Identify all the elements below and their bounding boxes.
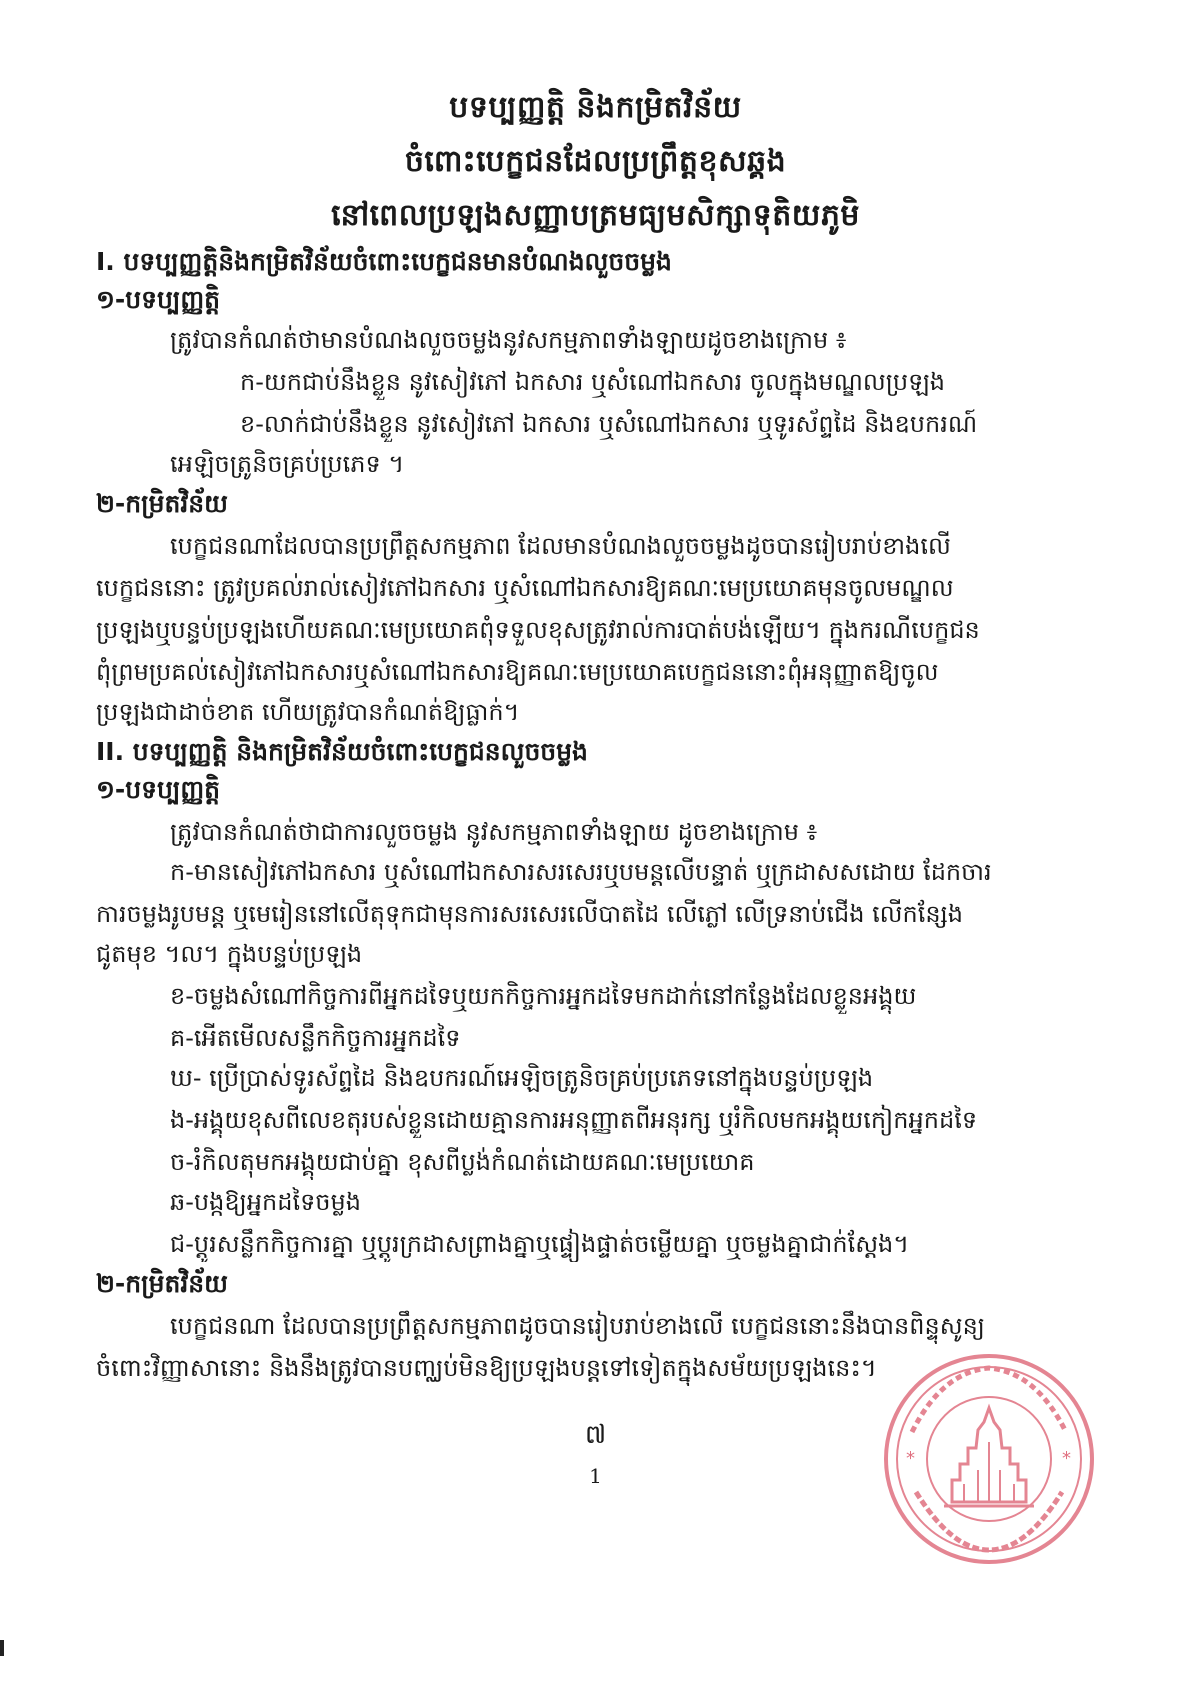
section-1-item-a: ក-យកជាប់នឹងខ្លួន នូវសៀវភៅ ឯកសារ ឬសំណៅឯកសារ ចូលក្នុងមណ្ឌលប្រឡង xyxy=(240,368,946,396)
khmer-page-mark: ៧ xyxy=(584,1420,607,1450)
section-2-list-item: ខ-ចម្លងសំណៅកិច្ចការពីអ្នកដទៃឬយកកិច្ចការអ្នកដទៃមកដាក់នៅកន្លែងដែលខ្លួនអង្គុយ xyxy=(170,982,917,1010)
section-1-discipline-line: ប្រឡងឬបន្ទប់ប្រឡងហើយគណៈមេប្រយោគពុំទទួលខុសត្រូវរាល់ការបាត់បង់ឡើយ។ ក្នុងករណីបេក្ខជន xyxy=(96,616,980,644)
section-1-item-b-line-1: ខ-លាក់ជាប់នឹងខ្លួន នូវសៀវភៅ ឯកសារ ឬសំណៅឯកសារ ឬទូរស័ព្ទដៃ និងឧបករណ៍ xyxy=(240,410,978,438)
page-number: 1 xyxy=(589,1464,602,1488)
scan-edge-mark xyxy=(0,1640,4,1656)
section-2-intro: ត្រូវបានកំណត់ថាជាការលួចចម្លង នូវសកម្មភាពទាំងឡាយ ដូចខាងក្រោម ៖ xyxy=(170,818,818,846)
section-1-discipline-line: ពុំព្រមប្រគល់សៀវភៅឯកសារឬសំណៅឯកសារឱ្យគណៈមេប្រយោគបេក្ខជននោះពុំអនុញ្ញាតឱ្យចូល xyxy=(96,658,939,686)
section-1-item-b-line-2: អេឡិចត្រូនិចគ្រប់ប្រភេទ ។ xyxy=(170,450,405,478)
section-2-list-item: ឆ-បង្កឱ្យអ្នកដទៃចម្លង xyxy=(170,1188,362,1216)
section-2-list-item: ជ-ប្តូរសន្លឹកកិច្ចការគ្នា ឬប្តូរក្រដាសព្រាងគ្នាឬផ្ទៀងផ្ទាត់ចម្លើយគ្នា ឬចម្លងគ្នាជាក់ស្តែង។ xyxy=(170,1230,910,1258)
document-title-line-1: បទប្បញ្ញត្តិ និងកម្រិតវិន័យ xyxy=(449,90,742,125)
section-2-list-item: គ-អើតមើលសន្លឹកកិច្ចការអ្នកដទៃ xyxy=(170,1024,461,1052)
document-title-line-2: ចំពោះបេក្ខជនដែលប្រព្រឹត្តខុសឆ្គង xyxy=(404,144,787,179)
section-2-list-item: ឃ- ប្រើប្រាស់ទូរស័ព្ទដៃ និងឧបករណ៍អេឡិចត្រូនិចគ្រប់ប្រភេទនៅក្នុងបន្ទប់ប្រឡង xyxy=(170,1064,874,1092)
section-2-item-a-line: ការចម្លងរូបមន្ត ឬមេរៀននៅលើតុទុកជាមុនការសរសេរលើបាតដៃ លើភ្លៅ លើទ្រនាប់ជើង លើកន្សែង xyxy=(96,900,963,928)
svg-text:*: * xyxy=(906,1448,915,1469)
document-title-line-3: នៅពេលប្រឡងសញ្ញាបត្រមធ្យមសិក្សាទុតិយភូមិ xyxy=(331,198,860,233)
section-1-discipline-line: បេក្ខជននោះ ត្រូវប្រគល់រាល់សៀវភៅឯកសារ ឬសំណៅឯកសារឱ្យគណៈមេប្រយោគមុនចូលមណ្ឌល xyxy=(96,574,954,602)
section-2-list-item: ង-អង្គុយខុសពីលេខតុរបស់ខ្លួនដោយគ្មានការអនុញ្ញាតពីអនុរក្ស ឬរំកិលមកអង្គុយកៀកអ្នកដទៃ xyxy=(170,1106,978,1134)
section-2-heading: II. បទប្បញ្ញត្តិ និងកម្រិតវិន័យចំពោះបេក្ខជនលួចចម្លង xyxy=(96,737,588,766)
section-1-intro: ត្រូវបានកំណត់ថាមានបំណងលួចចម្លងនូវសកម្មភាពទាំងឡាយដូចខាងក្រោម ៖ xyxy=(170,326,847,354)
section-2-list-item: ច-រំកិលតុមកអង្គុយជាប់គ្នា ខុសពីប្លង់កំណត់ដោយគណៈមេប្រយោគ xyxy=(170,1148,755,1176)
section-1-heading: I. បទប្បញ្ញត្តិនិងកម្រិតវិន័យចំពោះបេក្ខជនមានបំណងលួចចម្លង xyxy=(96,247,672,276)
section-1-discipline-line: ប្រឡងជាដាច់ខាត ហើយត្រូវបានកំណត់ឱ្យធ្លាក់។ xyxy=(96,698,520,726)
section-2-discipline-line: ចំពោះវិញ្ញាសានោះ និងនឹងត្រូវបានបញ្ឈប់មិនឱ្យប្រឡងបន្តទៅទៀតក្នុងសម័យប្រឡងនេះ។ xyxy=(96,1354,877,1382)
section-2-subheading-discipline: ២-កម្រិតវិន័យ xyxy=(96,1269,228,1298)
section-2-item-a-line: ក-មានសៀវភៅឯកសារ ឬសំណៅឯកសារសរសេរឬបមន្តលើបន្ទាត់ ឬក្រដាសសដោយ ដែកចារ xyxy=(170,858,992,886)
svg-text:*: * xyxy=(1062,1448,1071,1469)
section-2-item-a-line: ជូតមុខ ។ល។ ក្នុងបន្ទប់ប្រឡង xyxy=(96,940,363,968)
section-1-discipline-line: បេក្ខជនណាដែលបានប្រព្រឹត្តសកម្មភាព ដែលមានបំណងលួចចម្លងដូចបានរៀបរាប់ខាងលើ xyxy=(170,532,951,560)
section-2-subheading-regulation: ១-បទប្បញ្ញត្តិ xyxy=(96,775,221,804)
section-2-discipline-line: បេក្ខជនណា ដែលបានប្រព្រឹត្តសកម្មភាពដូចបានរៀបរាប់ខាងលើ បេក្ខជននោះនឹងបានពិន្ទុសូន្យ xyxy=(170,1312,985,1340)
section-1-subheading-discipline: ២-កម្រិតវិន័យ xyxy=(96,489,228,518)
official-seal-stamp xyxy=(882,1352,1096,1566)
section-1-subheading-regulation: ១-បទប្បញ្ញត្តិ xyxy=(96,285,221,314)
